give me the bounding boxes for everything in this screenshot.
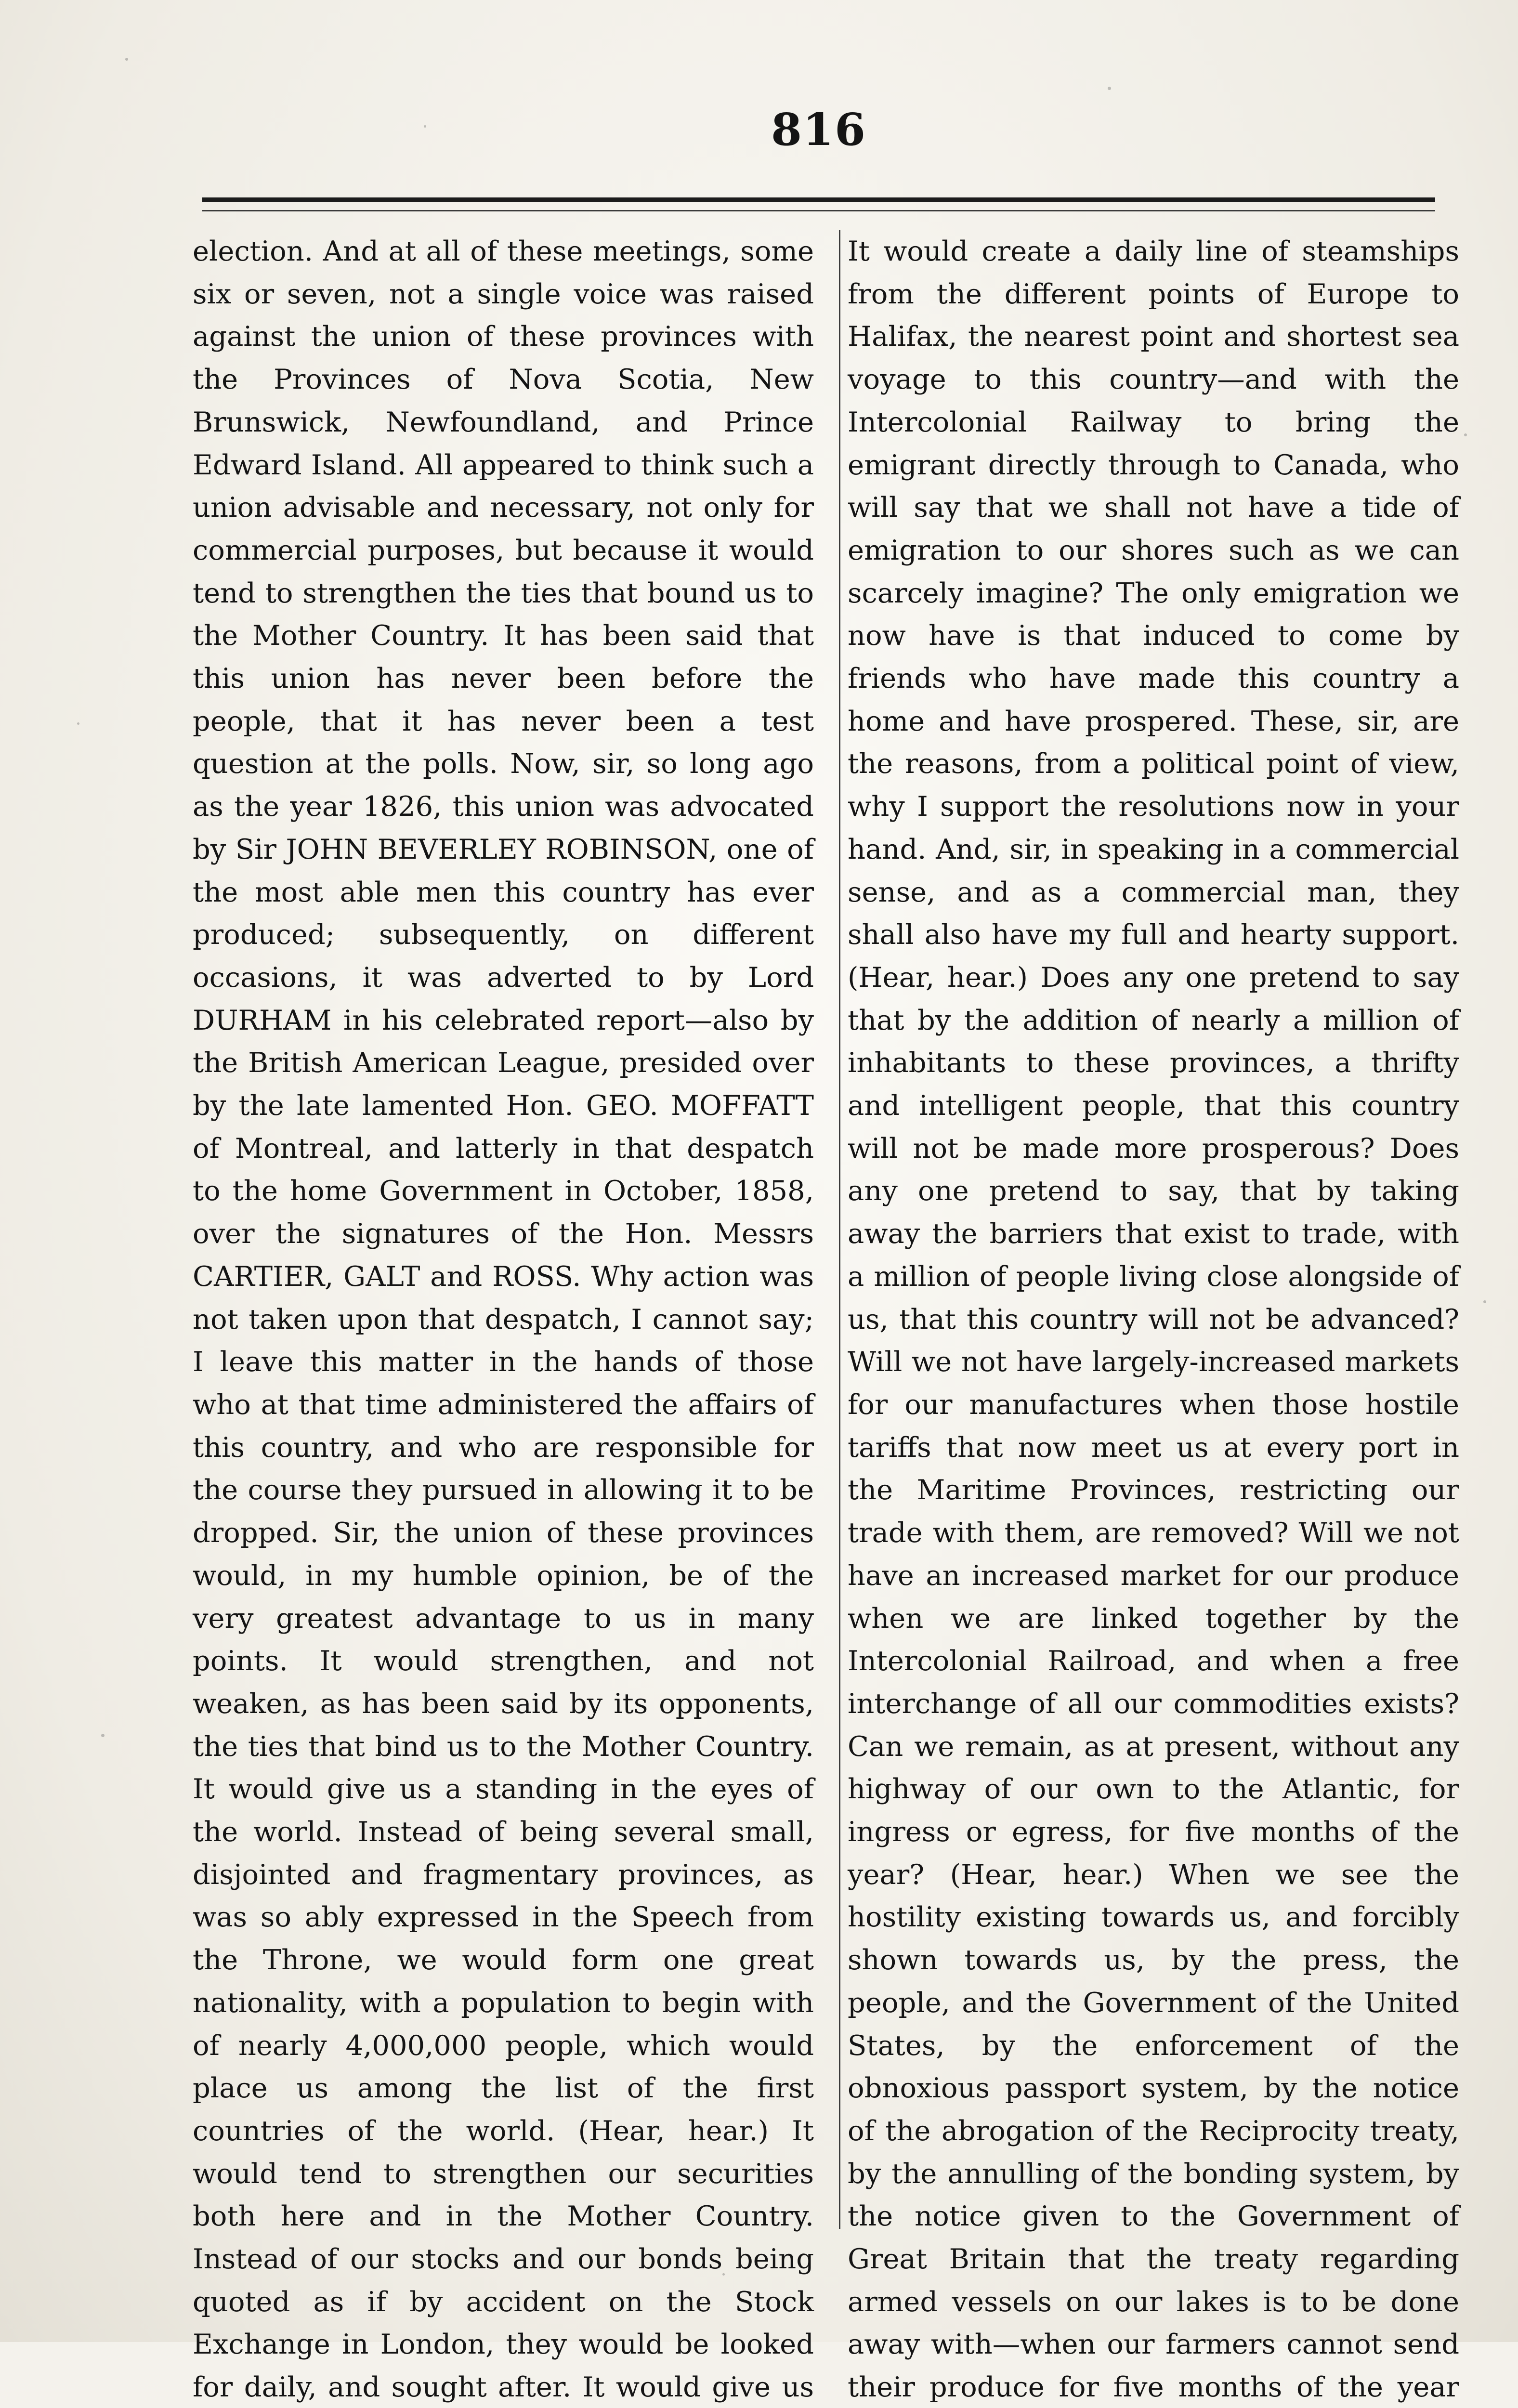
print-speckle <box>1108 87 1111 90</box>
left-column-text: election. And at all of these meetings, some six or seven, not a single voice was raised against the union of these provinces with the Provinces of Nova Scotia, New Brunswick, Newfoundland, and Prince Edward Island. All appeared to think such a union advisable and necessary, not only for commercial purposes, but because it would tend to strengthen the ties that bound us to the Mother Country. It has been said that this union has never been before the people, that it has never been a test question at the polls. Now, sir, so long ago as the year 1826, this union was advocated by Sir JOHN BEVERLEY ROBINSON, one of the most able men this country has ever produced; subsequently, on different occasions, it was adverted to by Lord DURHAM in his celebrated report—also by the British American League, presided over by the late lamented Hon. GEO. MOFFATT of Montreal, and latterly in that despatch to the home Government in October, 1858, over the signatures of the Hon. Messrs CARTIER, GALT and ROSS. Why action was not taken upon that despatch, I cannot say; I leave this matter in the hands of those who at that time administered the affairs of this country, and who are responsible for the course they pursued in allowing it to be dropped. Sir, the union of these provinces would, in my humble opinion, be of the very greatest advantage to us in many points. It would strengthen, and not weaken, as has been said by its opponents, the ties that bind us to the Mother Country. It would give us a standing in the eyes of the world. Instead of being several small, disjointed and fragmentary provinces, as was so ably expressed in the Speech from the Throne, we would form one great nationality, with a population to begin with of nearly 4,000,000 people, which would place us among the list of the first countries of the world. (Hear, hear.) It would tend to strengthen our securities both here and in the Mother Country. Instead of our stocks and our bonds being quoted as if by accident on the Stock Exchange in London, they would be looked for daily, and sought after. It would give us <box>193 235 814 2404</box>
header-rule <box>202 197 1435 202</box>
print-speckle <box>101 1734 105 1737</box>
right-column <box>848 230 1459 2404</box>
column-divider <box>839 230 840 2229</box>
print-speckle <box>77 722 79 725</box>
print-speckle <box>125 58 128 61</box>
print-speckle <box>424 125 426 128</box>
print-speckle <box>1276 2264 1279 2266</box>
header-rule-thin <box>202 210 1435 211</box>
right-column-text: It would create a daily line of steamships from the different points of Europe to Halifax, the nearest point and shortest sea voyage to this country—and with the Intercolonial Railway to bring the emigrant directly through to Canada, who will say that we shall not have a tide of emigration to our shores such as we can scarcely imagine? The only emigration we now have is that induced to come by friends who have made this country a home and have prospered. These, sir, are the reasons, from a political point of view, why I support the resolutions now in your hand. And, sir, in speaking in a commercial sense, and as a commercial man, they shall also have my full and hearty support. (Hear, hear.) Does any one pretend to say that by the addition of nearly a million of inhabitants to these provinces, a thrifty and intelligent people, that this country will not be made more prosperous? Does any one pretend to say, that by taking away the barriers that exist to trade, with a million of people living close alongside of us, that this country will not be advanced? Will we not have largely-increased markets for our manufactures when those hostile tariffs that now meet us at every port in the Maritime Provinces, restricting our trade with them, are removed? Will we not have an increased market for our produce when we are linked together by the Intercolonial Railroad, and when a free interchange of all our commodities exists? Can we remain, as at present, without any highway of our own to the Atlantic, for ingress or egress, for five months of the year? (Hear, hear.) When we see the hostility existing towards us, and forcibly shown towards us, by the press, the people, and the Government of the United States, by the enforcement of the obnoxious passport system, by the notice of the abrogation of the Reciprocity treaty, by the annulling of the bonding system, by the notice given to the Government of Great Britain that the treaty regarding armed vessels on our lakes is to be done away with—when our farmers cannot send their produce for five months of the year <box>848 235 1459 2404</box>
print-speckle <box>1483 1300 1486 1303</box>
page-number: 816 <box>771 104 867 156</box>
print-speckle <box>722 2273 725 2276</box>
left-column <box>193 230 814 2404</box>
print-speckle <box>1464 433 1467 436</box>
